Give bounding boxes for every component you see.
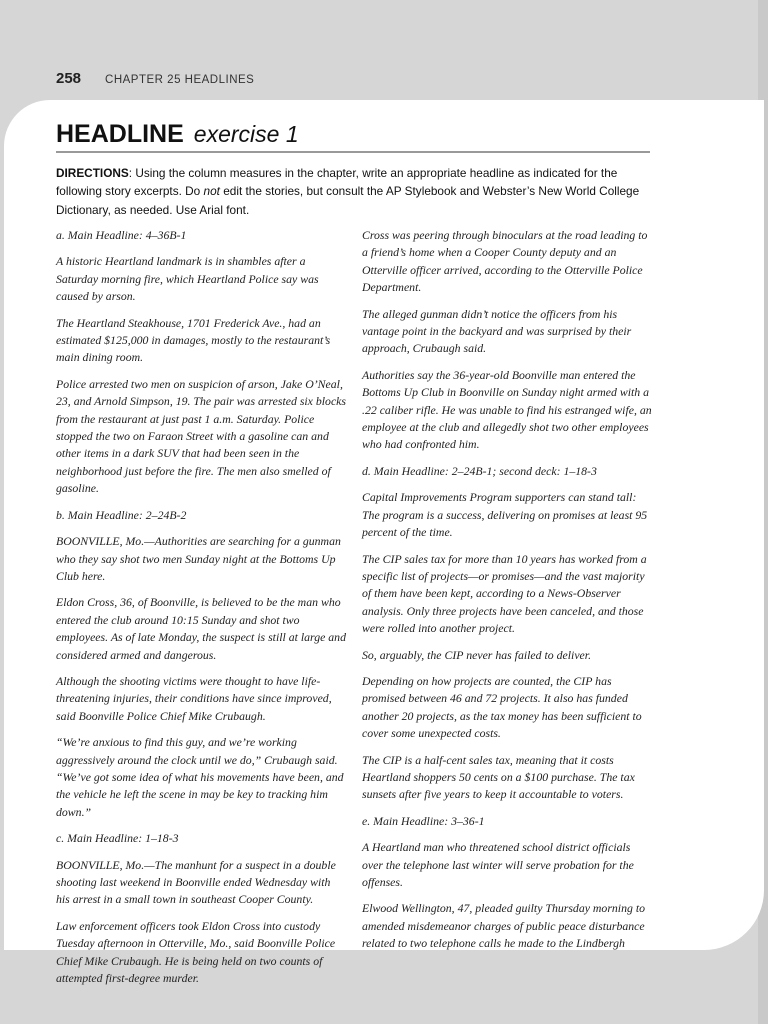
story-paragraph: A Heartland man who threatened school district officials over the telephone last winter will serve probation for the offenses. (362, 840, 634, 889)
story-paragraph: A historic Heartland landmark is in shambles after a Saturday morning fire, which Heartland Police say was caused by arson. (56, 254, 319, 304)
exercise-label-b: b. Main Headline: 2–24B-2 (56, 507, 187, 522)
page-number: 258 (56, 70, 82, 87)
exercise-label-c: c. Main Headline: 1–18-3 (56, 831, 179, 846)
exercise-label-e: e. Main Headline: 3–36-1 (362, 813, 485, 828)
story-paragraph: The CIP sales tax for more than 10 years has worked from a specific list of projects—or promises—and the vast majority of them have been kept, according to a News-Observer analysis. Only three projects have been canceled, and those were rolled into another project. (362, 551, 647, 636)
exercise-label-d: d. Main Headline: 2–24B-1; second deck: 1–18-3 (362, 463, 597, 478)
story-paragraph: The Heartland Steakhouse, 1701 Frederick Ave., had an estimated $125,000 in damages, mostly to the restaurant’s main dining room. (56, 315, 331, 365)
story-paragraph: Eldon Cross, 36, of Boonville, is believed to be the man who entered the club around 10:15 Sunday and shot two employees. As of late Monday, the suspect is still at large and considered armed and dangerous. (56, 595, 346, 662)
title-rule (56, 151, 650, 153)
directions-text-2: edit the stories, but consult the AP Stylebook and Webster’s New World College Dictionary, as needed. Use Arial font. (56, 184, 640, 217)
story-paragraph: The alleged gunman didn’t notice the officers from his vantage point in the backyard and was surprised by their approach, Crubaugh said. (362, 306, 632, 356)
story-paragraph: The CIP is a half-cent sales tax, meaning that it costs Heartland shoppers 50 cents on a $100 purchase. The tax sunsets after five years to keep it accountable to voters. (362, 752, 635, 802)
page-title (56, 120, 299, 149)
directions-emphasis: not (203, 184, 220, 199)
directions-paragraph (56, 164, 656, 219)
right-column (362, 227, 654, 962)
story-paragraph: Capital Improvements Program supporters can stand tall: The program is a success, delivering on promises at least 95 percent of the time. (362, 490, 648, 540)
story-paragraph: BOONVILLE, Mo.—The manhunt for a suspect in a double shooting last weekend in Boonville ended Wednesday with his arrest in a small town in southeast Cooper County. (56, 857, 336, 907)
story-paragraph: Law enforcement officers took Eldon Cross into custody Tuesday afternoon in Otterville, Mo., said Boonville Police Chief Mike Crubaugh. He is being held on two counts of attempted first-degree murder. (56, 918, 336, 986)
story-paragraph: Although the shooting victims were thought to have life-threatening injuries, their conditions have since improved, said Boonville Police Chief Mike Crubaugh. (56, 673, 332, 723)
story-paragraph: Elwood Wellington, 47, pleaded guilty Thursday morning to amended misdemeanor charges of public peace disturbance related to two telephone calls he made to the Lindbergh (362, 901, 646, 951)
running-header (56, 70, 254, 90)
directions-text-1: : Using the column measures in the chapter, write an appropriate headline as indicated for the following story excerpts. Do (56, 166, 618, 199)
directions-label: DIRECTIONS (56, 166, 129, 180)
story-paragraph: BOONVILLE, Mo.—Authorities are searching for a gunman who they say shot two men Sunday night at the Bottoms Up Club here. (56, 534, 341, 583)
title-subtitle: exercise 1 (193, 121, 299, 147)
title-main: HEADLINE (56, 120, 184, 148)
story-paragraph: “We’re anxious to find this guy, and we’re working aggressively around the clock until we do,” Crubaugh said. “We’ve got some idea of what his movements have been, and the vehicle he left the scene in may be key to tracking him down.” (56, 735, 344, 819)
story-paragraph: Police arrested two men on suspicion of arson, Jake O’Neal, 23, and Arnold Simpson, 19. The pair was arrested six blocks from the restaurant at just past 1 a.m. Saturday. Police stopped the two on Faraon Street with a gasoline can and other items in a dark SUV that had been seen in the neighborhood just before the fire. The men also smelled of gasoline. (56, 376, 347, 496)
story-paragraph: So, arguably, the CIP never has failed to deliver. (362, 647, 592, 662)
chapter-title: CHAPTER 25 HEADLINES (105, 74, 255, 86)
left-column (56, 227, 346, 996)
exercise-label-a: a. Main Headline: 4–36B-1 (56, 228, 187, 242)
story-paragraph: Cross was peering through binoculars at the road leading to a friend’s home when a Cooper County deputy and an Otterville officer arrived, according to the Otterville Police Department. (362, 228, 648, 295)
story-paragraph: Depending on how projects are counted, the CIP has promised between 46 and 72 projects. It also has funded another 20 projects, as the tax money has been sufficient to cover some unexpected costs. (362, 673, 642, 741)
story-paragraph: Authorities say the 36-year-old Boonville man entered the Bottoms Up Club in Boonville on Sunday night armed with a .22 caliber rifle. He was unable to find his estranged wife, an employee at the club and allegedly shot two other employees who had confronted him. (362, 367, 652, 452)
